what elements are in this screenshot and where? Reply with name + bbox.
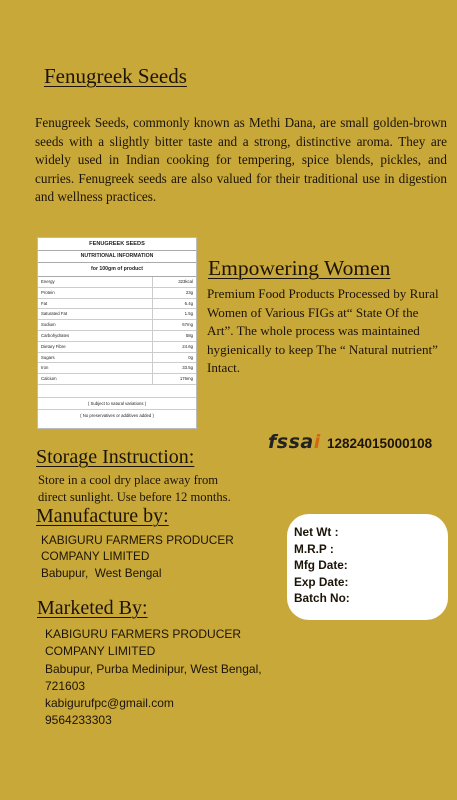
nutrient-name: Dietary Fibre [38, 342, 153, 352]
table-row [38, 288, 196, 299]
page-title: Fenugreek Seeds [44, 64, 187, 88]
nutrient-name: Protein [38, 288, 153, 298]
table-row [38, 374, 196, 385]
manufacture-line: COMPANY LIMITED [41, 549, 150, 564]
marketed-line: KABIGURU FARMERS PRODUCER [45, 627, 242, 641]
marketed-phone: 9564233303 [45, 713, 112, 728]
storage-heading: Storage Instruction: [36, 446, 195, 468]
mfg-date-label: Mfg Date: [294, 558, 348, 572]
manufacture-address [41, 532, 234, 581]
nutrition-note-variation: ( Subject to natural variations ) [38, 398, 196, 410]
nutrient-name: Iron [38, 363, 153, 373]
manufacture-line: Babupur, West Bengal [41, 565, 162, 580]
empowering-text: Premium Food Products Processed by Rural Women of Various FIGs at“ State Of the Art”. The whole process was maintained hygienically to keep The “ Natural nutrient” Intact. [207, 286, 439, 376]
table-row [38, 320, 196, 331]
table-row [38, 277, 196, 288]
table-row [38, 353, 196, 364]
storage-text [38, 472, 278, 506]
marketed-line: 721603 [45, 678, 86, 693]
nutrient-value: 33.5g [182, 365, 193, 371]
manufacture-heading: Manufacture by: [36, 505, 169, 527]
nutrient-name: Sugars [38, 353, 153, 363]
table-row [38, 309, 196, 320]
fssai-logo [268, 431, 321, 453]
nutrient-name: Saturated Fat [38, 309, 153, 319]
nutrient-value: 323kcal [178, 279, 193, 284]
marketed-address [45, 626, 262, 730]
nutrient-value: 0g [188, 354, 193, 360]
nutrition-subtitle: NUTRITIONAL INFORMATION [38, 251, 196, 263]
exp-date-label: Exp Date: [294, 574, 349, 589]
empowering-heading: Empowering Women [208, 256, 391, 280]
nutrient-value: 67mg [182, 322, 193, 328]
table-row [38, 331, 196, 342]
manufacture-line: KABIGURU FARMERS PRODUCER [41, 533, 234, 547]
marketed-heading: Marketed By: [37, 597, 148, 619]
fssai-license-number: 12824015000108 [327, 436, 433, 451]
table-row [38, 342, 196, 353]
nutrient-value: 1.5g [184, 311, 193, 317]
marketed-line: COMPANY LIMITED [45, 644, 156, 659]
table-row [38, 299, 196, 310]
marketed-email: kabigurufpc@gmail.com [45, 696, 174, 711]
nutrient-name: Sodium [38, 320, 153, 330]
nutrient-value: 23g [185, 289, 193, 295]
nutrient-value: 176mg [179, 376, 193, 382]
nutrient-name: Carbohydrates [38, 331, 153, 341]
marketed-line: Babupur, Purba Medinipur, West Bengal, [45, 661, 262, 676]
nutrient-value: 6.4g [184, 300, 193, 306]
nutrition-per: for 100gm of product [38, 263, 196, 277]
nutrition-table [37, 237, 197, 429]
nutrition-note-preservatives: ( No preservatives or additives added ) [80, 412, 154, 418]
product-info-box [287, 514, 448, 620]
storage-line: Store in a cool dry place away from [38, 473, 219, 487]
net-weight-label: Net Wt : [294, 525, 339, 539]
nutrient-name: Fat [38, 299, 153, 309]
nutrient-name: Calcium [38, 374, 153, 384]
fssai-logo-text: fssa [268, 431, 314, 453]
storage-line: direct sunlight. Use before 12 months. [38, 490, 231, 504]
nutrition-title: FENUGREEK SEEDS [38, 238, 196, 251]
product-description: Fenugreek Seeds, commonly known as Methi Dana, are small golden-brown seeds with a slightly bitter taste and a strong, distinctive aroma. They are widely used in Indian cooking for tempering, spice blends, pickles, and curries. Fenugreek seeds are also valued for their traditional use in digestion and wellness practices. [35, 115, 447, 204]
table-row [38, 363, 196, 374]
nutrient-name: Energy [38, 277, 153, 287]
batch-no-label: Batch No: [294, 591, 350, 605]
fssai-logo-accent: i [313, 431, 321, 453]
nutrient-value: 58g [185, 332, 193, 338]
nutrient-value: 24.6g [182, 343, 193, 349]
mrp-label: M.R.P : [294, 541, 334, 556]
